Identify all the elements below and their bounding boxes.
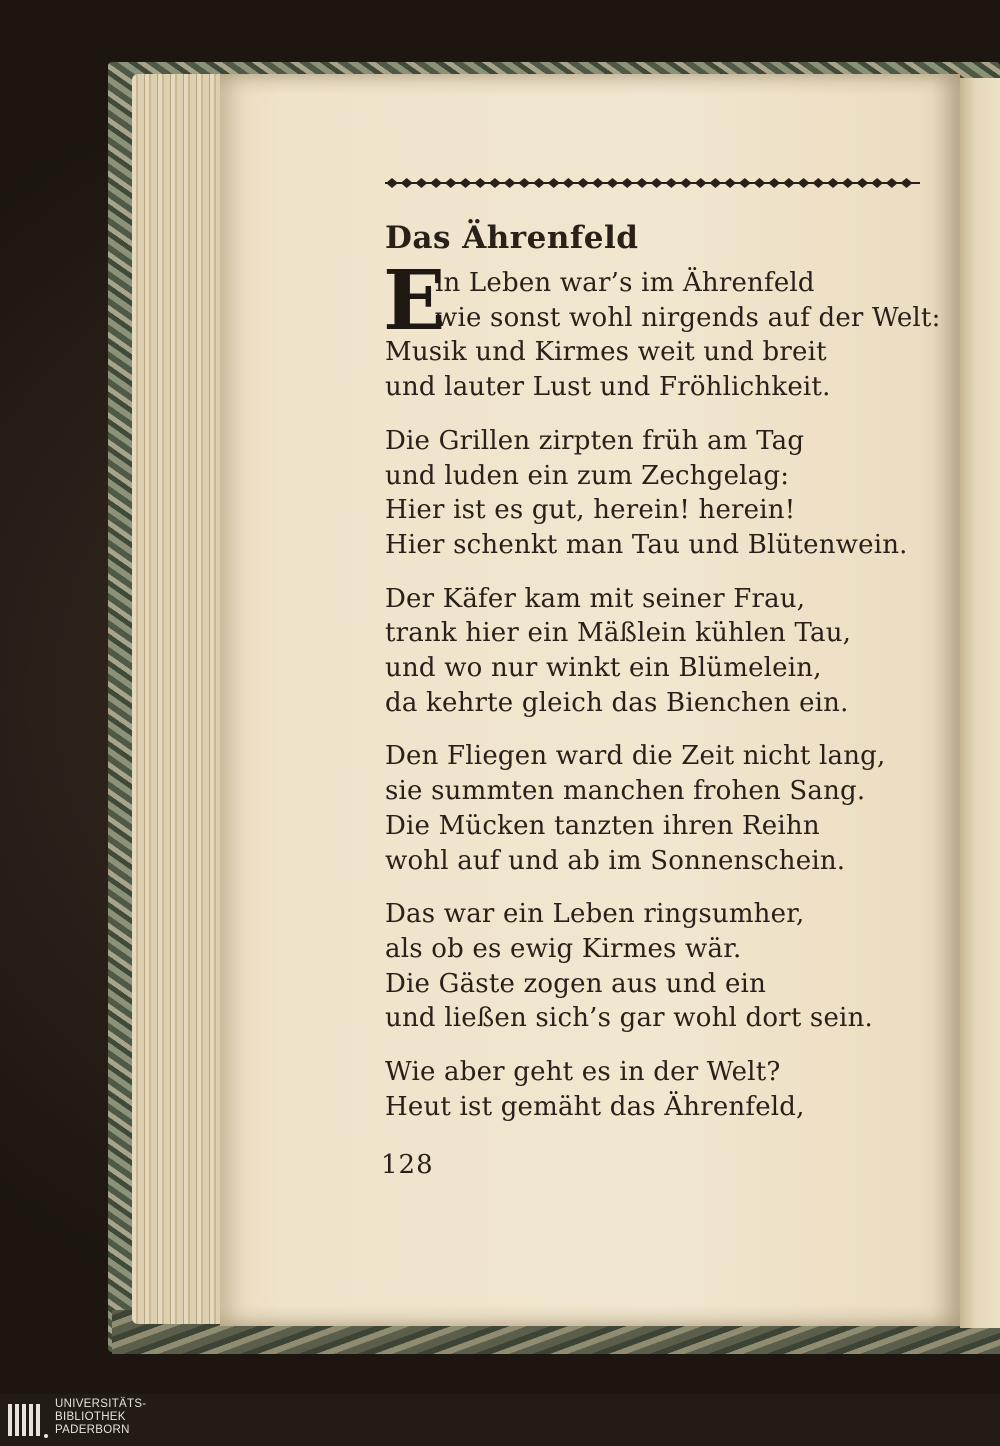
page-content	[383, 174, 941, 1143]
ornament-diamond	[489, 178, 501, 188]
ornament-diamond	[386, 178, 398, 188]
ornament-diamond	[842, 178, 854, 188]
ornament-diamond	[665, 178, 677, 188]
ornament-diamond	[460, 178, 472, 188]
ornament-diamond	[901, 178, 913, 188]
ornament-diamond	[827, 178, 839, 188]
stanza	[385, 582, 930, 721]
ornament-diamond	[680, 178, 692, 188]
poem-line: Hier ist es gut, herein! herein!	[385, 495, 796, 526]
ornament-diamond	[548, 178, 560, 188]
logo-line: UNIVERSITÄTS-	[55, 1398, 147, 1410]
poem-body	[383, 253, 941, 1124]
drop-cap: E	[383, 253, 446, 349]
poem-line: Musik und Kirmes weit und breit	[385, 337, 827, 368]
poem-line: wie sonst wohl nirgends auf der Welt:	[435, 302, 941, 333]
ornament-diamond	[474, 178, 486, 188]
ornament-diamond	[695, 178, 707, 188]
ornament-diamond	[754, 178, 766, 188]
stanza	[383, 253, 941, 405]
stanza	[385, 424, 930, 563]
ornament-diamond	[739, 178, 751, 188]
poem-line: und lauter Lust und Fröhlichkeit.	[385, 372, 831, 403]
poem-line: in Leben war’s im Ährenfeld	[435, 268, 815, 298]
logo-line: BIBLIOTHEK	[55, 1411, 126, 1423]
poem-line: Hier schenkt man Tau und Blütenwein.	[385, 529, 908, 560]
library-footer	[0, 1394, 1000, 1446]
ornament-diamond	[401, 178, 413, 188]
page-number: 128	[381, 1150, 434, 1180]
ornament-diamond	[445, 178, 457, 188]
ornament-diamond	[533, 178, 545, 188]
ornament-diamond	[518, 178, 530, 188]
poem-line: Wie aber geht es in der Welt?	[385, 1057, 781, 1088]
ornament-diamond	[856, 178, 868, 188]
ornament-diamond	[504, 178, 516, 188]
poem-line: sie summten manchen frohen Sang.	[385, 776, 866, 807]
library-logo-text	[55, 1398, 146, 1437]
ornament-diamond	[621, 178, 633, 188]
poem-line: Der Käfer kam mit seiner Frau,	[385, 583, 806, 614]
poem-line: und wo nur winkt ein Blümelein,	[385, 653, 822, 684]
ornament-diamond	[798, 178, 810, 188]
poem-line: als ob es ewig Kirmes wär.	[385, 933, 742, 964]
poem-title: Das Ährenfeld	[385, 220, 639, 256]
poem-line: Die Gäste zogen aus und ein	[385, 968, 767, 999]
poem-line: Den Fliegen ward die Zeit nicht lang,	[385, 741, 886, 772]
ornament-diamond	[651, 178, 663, 188]
ornament-diamond	[871, 178, 883, 188]
logo-line: PADERBORN	[55, 1424, 130, 1436]
poem-line: und ließen sich’s gar wohl dort sein.	[385, 1003, 873, 1034]
stanza	[385, 739, 930, 878]
ornament-diamond	[430, 178, 442, 188]
ornament-diamond	[768, 178, 780, 188]
poem-line: Die Mücken tanzten ihren Reihn	[385, 810, 820, 841]
poem-line: und luden ein zum Zechgelag:	[385, 460, 790, 491]
poem-line: wohl auf und ab im Sonnenschein.	[385, 845, 846, 876]
ornament-diamond	[783, 178, 795, 188]
ornament-diamond	[577, 178, 589, 188]
ornament-rule	[385, 174, 920, 192]
poem-line: Heut ist gemäht das Ährenfeld,	[385, 1091, 805, 1122]
ornament-diamond	[709, 178, 721, 188]
poem-line: Die Grillen zirpten früh am Tag	[385, 425, 805, 456]
poem-line: Das war ein Leben ringsumher,	[385, 899, 805, 930]
page-edges	[132, 74, 222, 1324]
stanza	[385, 1055, 930, 1124]
ornament-diamond	[886, 178, 898, 188]
ornament-diamond	[812, 178, 824, 188]
ornament-diamond	[415, 178, 427, 188]
stanza	[385, 897, 930, 1036]
poem-line: trank hier ein Mäßlein kühlen Tau,	[385, 618, 852, 649]
ornament-diamond	[592, 178, 604, 188]
ornament-diamond	[607, 178, 619, 188]
ornament-diamond	[724, 178, 736, 188]
facing-page-edge	[960, 78, 1000, 1328]
ornament-diamond	[562, 178, 574, 188]
poem-line: da kehrte gleich das Bienchen ein.	[385, 687, 849, 718]
library-logo-icon	[6, 1400, 48, 1440]
ornament-diamond	[636, 178, 648, 188]
